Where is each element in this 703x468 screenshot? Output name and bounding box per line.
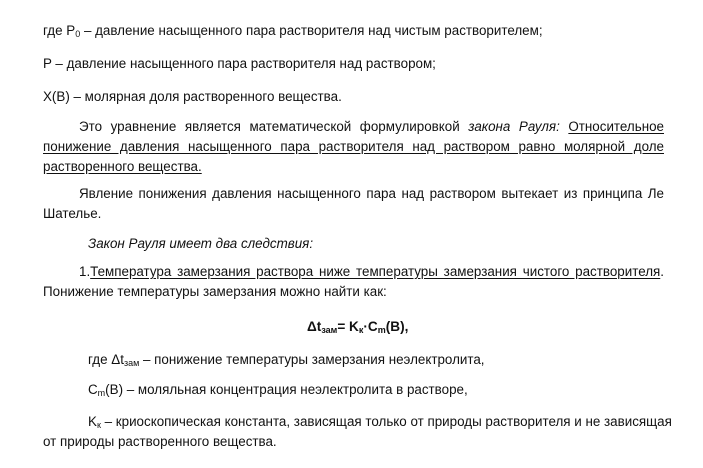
consequence-1 <box>79 263 664 281</box>
text-span: (B), <box>385 319 409 334</box>
subscript: зам <box>321 325 338 335</box>
definition-p: P – давление насыщенного пара растворителя над раствором; <box>43 56 436 71</box>
text-span: = K <box>337 319 359 334</box>
text-span: – понижение температуры замерзания неэлектролита, <box>139 352 485 367</box>
definition-kk-end: от природы растворенного вещества. <box>43 434 277 449</box>
freezing-point-intro: Понижение температуры замерзания можно найти как: <box>43 284 387 299</box>
text-span: где Δt <box>88 352 124 367</box>
raoult-law-statement: понижение давления насыщенного пара растворителя над раствором равно молярной доле <box>43 139 664 154</box>
definition-xb: X(B) – молярная доля растворенного вещества. <box>43 89 342 104</box>
raoult-law-statement-end: растворенного вещества. <box>43 159 202 174</box>
text-span: где P <box>43 23 76 38</box>
text-span: K <box>88 414 97 429</box>
le-chatelier-sentence: Явление понижения давления насыщенного пара над раствором вытекает из принципа Ле <box>79 186 664 201</box>
definition-p0 <box>43 22 543 40</box>
text-span: C <box>88 382 98 397</box>
subscript: m <box>377 325 386 335</box>
le-chatelier-sentence-end: Шателье. <box>43 206 102 221</box>
text-span: . <box>660 264 664 279</box>
subscript: m <box>97 388 106 398</box>
text-span: – криоскопическая константа, зависящая только от природы растворителя и не зависящая <box>100 414 672 429</box>
subscript: 0 <box>75 29 81 39</box>
definition-kk <box>88 413 672 431</box>
freezing-point-formula <box>307 318 408 336</box>
raoult-law-term: закона Рауля: <box>468 119 560 134</box>
subscript: зам <box>123 358 140 368</box>
definition-delta-t <box>88 351 485 369</box>
text-span: ·C <box>363 319 378 334</box>
raoult-law-intro <box>79 118 664 136</box>
text-span: – давление насыщенного пара растворителя над чистым растворителем; <box>80 23 543 38</box>
subscript: к <box>96 420 101 430</box>
text-span: Это уравнение является математической формулировкой <box>79 119 469 134</box>
definition-cm <box>88 381 468 399</box>
subscript: к <box>358 325 364 335</box>
text-span: Δt <box>307 319 322 334</box>
consequence-1-statement: Температура замерзания раствора ниже температуры замерзания чистого растворителя <box>90 264 661 279</box>
raoult-law-statement-start: Относительное <box>568 119 664 134</box>
text-span: (B) – моляльная концентрация неэлектролита в растворе, <box>105 382 468 397</box>
list-number: 1. <box>79 264 91 279</box>
consequences-heading: Закон Рауля имеет два следствия: <box>88 236 314 251</box>
